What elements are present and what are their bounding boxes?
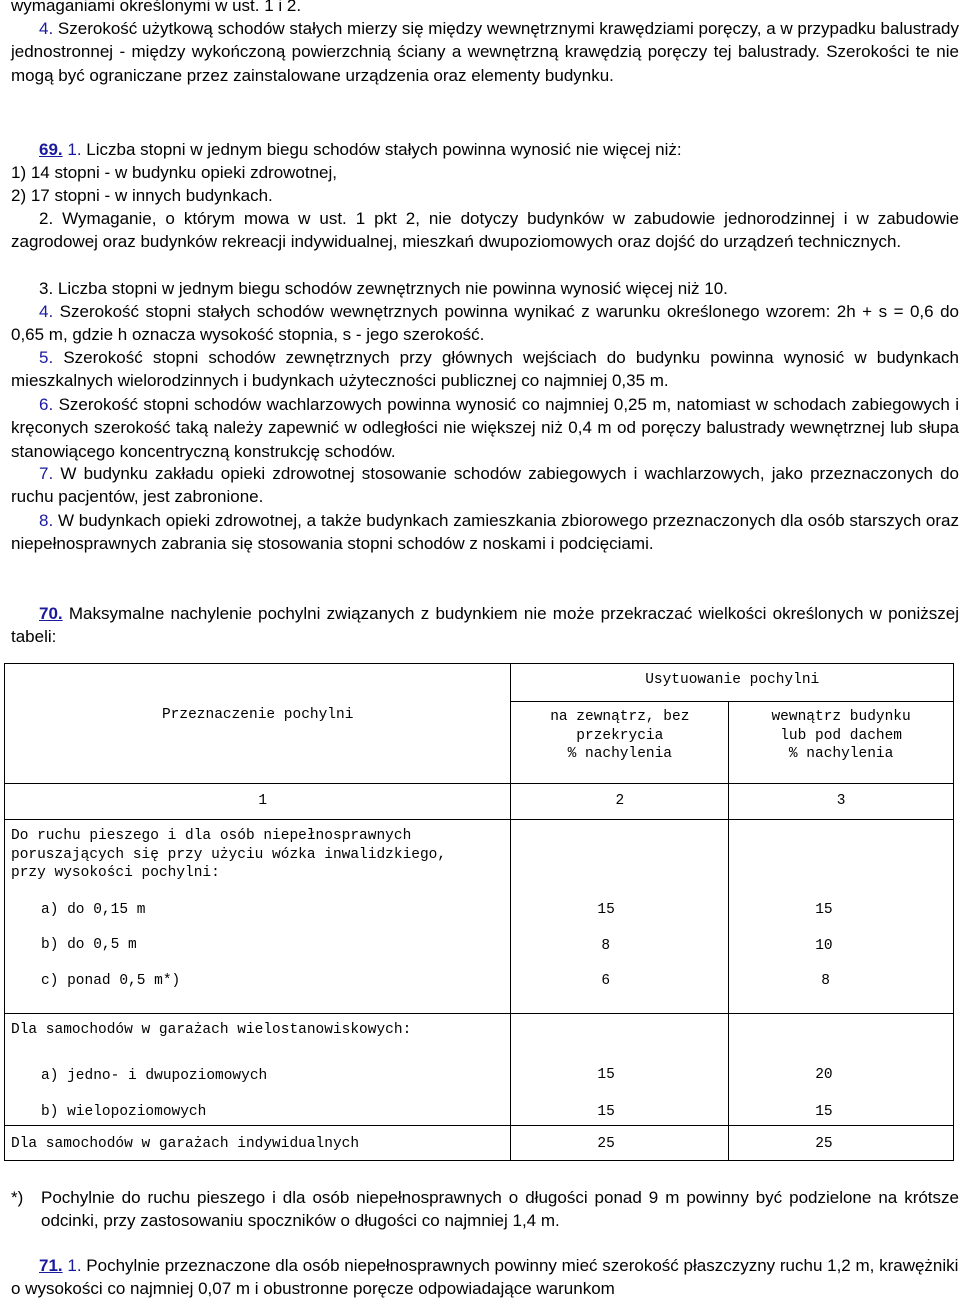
header-line: % nachylenia	[788, 746, 894, 762]
paragraph-68-4	[11, 17, 959, 87]
header-inside	[729, 702, 954, 784]
item-number: 6.	[39, 395, 54, 414]
footnote-text: Pochylnie do ruchu pieszego i dla osób niepełnosprawnych o długości ponad 9 m powinny być podzielone na krótsze odcinki, przy zastosowaniu spoczników o długości co najmniej 1,4 m.	[41, 1188, 959, 1231]
value-cell: 8	[821, 973, 830, 989]
item-number: 8.	[39, 511, 54, 530]
paragraph-71-1	[11, 1254, 959, 1301]
paragraph-text: Maksymalne nachylenie pochylni związanych z budynkiem nie może przekraczać wielkości określonych w poniższej tabeli:	[11, 604, 959, 647]
header-line: % nachylenia	[567, 746, 673, 762]
column-number: 1	[5, 784, 511, 820]
value-cell: 8	[601, 937, 611, 954]
item-number: 4.	[39, 19, 54, 38]
paragraph-69-7	[11, 462, 959, 509]
header-line: lub pod dachem	[780, 727, 903, 744]
footnote-mark: *)	[11, 1188, 24, 1207]
group-individual-garages: Dla samochodów w garażach indywidualnych	[5, 1126, 511, 1161]
item-number: 1.	[67, 140, 82, 159]
paragraph-text: Szerokość użytkową schodów stałych mierzy się między wewnętrznymi krawędziami poręczy, a w przypadku balustrady jednostronnej - między wykończoną powierzchnią ściany a wewnętrzną krawędzią poręczy tej balustrady. Szerokości te nie mogą być ograniczane przez zainstalowane urządzenia oraz elementy budynku.	[11, 19, 959, 85]
header-purpose: Przeznaczenie pochylni	[161, 707, 354, 723]
paragraph-69-3: 3. Liczba stopni w jednym biegu schodów zewnętrznych nie powinna wynosić więcej niż 10.	[39, 279, 728, 298]
value-cell: 25	[511, 1126, 729, 1161]
header-outside	[511, 702, 729, 784]
header-purpose-cell	[5, 664, 511, 784]
value-cell: 15	[815, 1103, 833, 1120]
group-label-line: przy wysokości pochylni:	[11, 865, 220, 881]
paragraph-text: Szerokość stopni schodów wachlarzowych powinna wynosić co najmniej 0,25 m, natomiast w schodach zabiegowych i kręconych szerokość taką należy zapewnić w odległości nie większej niż 0,4 m od poręczy balustrady wewnętrznej lub słupa stanowiącego koncentryczną konstrukcję schodów.	[11, 395, 959, 461]
paragraph-69-1	[11, 138, 959, 161]
paragraph-69-8	[11, 509, 959, 556]
row-label: a) jedno- i dwupoziomowych	[41, 1067, 268, 1084]
header-line: przekrycia	[576, 727, 664, 744]
ramp-slope-table	[4, 663, 954, 1161]
paragraph-text: W budynkach opieki zdrowotnej, a także budynkach zamieszkania zbiorowego przeznaczonych dla osób starszych oraz niepełnosprawnych zabrania się stosowania stopni schodów z noskami i podcięciami.	[11, 511, 959, 554]
value-cell: 15	[597, 1103, 615, 1120]
list-item: 1) 14 stopni - w budynku opieki zdrowotnej,	[11, 163, 338, 182]
group-label-line: poruszających się przy użyciu wózka inwalidzkiego,	[11, 846, 447, 863]
paragraph-69-6	[11, 393, 959, 463]
paragraph-text: Liczba stopni w jednym biegu schodów stałych powinna wynosić nie więcej niż:	[86, 140, 682, 159]
value-cell: 15	[597, 902, 615, 918]
text-line: wymaganiami określonymi w ust. 1 i 2.	[11, 0, 302, 15]
paragraph-text: Szerokość stopni schodów zewnętrznych przy głównych wejściach do budynku powinna wynosić w budynkach mieszkalnych wielorodzinnych i budynkach użyteczności publicznej co najmniej 0,35 m.	[11, 348, 959, 391]
paragraph-69-5	[11, 346, 959, 393]
value-cell: 25	[729, 1126, 954, 1161]
value-cell: 15	[815, 902, 833, 918]
header-line: na zewnątrz, bez	[550, 709, 690, 725]
row-label: c) ponad 0,5 m*)	[41, 972, 181, 989]
header-line: wewnątrz budynku	[771, 709, 911, 725]
paragraph-text: Szerokość stopni stałych schodów wewnętrznych powinna wynikać z warunku określonego wzorem: 2h + s = 0,6 do 0,65 m, gdzie h oznacza wysokość stopnia, s - jego szerokość.	[11, 302, 959, 345]
value-cell: 15	[597, 1067, 615, 1083]
values-outside	[511, 1014, 729, 1126]
list-item: 2) 17 stopni - w innych budynkach.	[11, 186, 273, 205]
values-inside	[729, 1014, 954, 1126]
item-number: 5.	[39, 348, 54, 367]
group-label-line: Do ruchu pieszego i dla osób niepełnosprawnych	[11, 828, 412, 844]
item-number: 4.	[39, 302, 54, 321]
section-number: 70.	[39, 604, 63, 623]
group-multilevel-garages	[5, 1014, 511, 1126]
paragraph-text: Pochylnie przeznaczone dla osób niepełnosprawnych powinny mieć szerokość płaszczyzny ruchu 1,2 m, krawężniki o wysokości co najmniej 0,07 m i obustronne poręcze odpowiadające warunkom	[11, 1256, 959, 1299]
value-cell: 6	[601, 973, 611, 989]
paragraph-70	[11, 602, 959, 649]
section-number: 71.	[39, 1256, 63, 1275]
paragraph-text: W budynku zakładu opieki zdrowotnej stosowanie schodów zabiegowych i wachlarzowych, jako przeznaczonych do ruchu pacjentów, jest zabronione.	[11, 464, 959, 507]
item-number: 1.	[67, 1256, 82, 1275]
column-number: 2	[511, 784, 729, 820]
group-label-line: Dla samochodów w garażach wielostanowiskowych:	[11, 1022, 412, 1038]
row-label: a) do 0,15 m	[41, 901, 146, 918]
value-cell: 10	[815, 937, 833, 954]
values-outside	[511, 820, 729, 1014]
row-label: b) wielopoziomowych	[41, 1104, 207, 1120]
group-pedestrian	[5, 820, 511, 1014]
item-number: 7.	[39, 464, 54, 483]
section-number: 69.	[39, 140, 63, 159]
paragraph-69-2: 2. Wymaganie, o którym mowa w ust. 1 pkt 2, nie dotyczy budynków w zabudowie jednorodzinnej i w zabudowie zagrodowej oraz budynków rekreacji indywidualnej, mieszkań dwupoziomowych oraz dojść do urządzeń technicznych.	[11, 209, 959, 252]
column-number: 3	[729, 784, 954, 820]
row-label: b) do 0,5 m	[41, 937, 137, 953]
paragraph-69-4	[11, 300, 959, 347]
header-location: Usytuowanie pochylni	[511, 664, 954, 702]
value-cell: 20	[815, 1067, 833, 1083]
values-inside	[729, 820, 954, 1014]
